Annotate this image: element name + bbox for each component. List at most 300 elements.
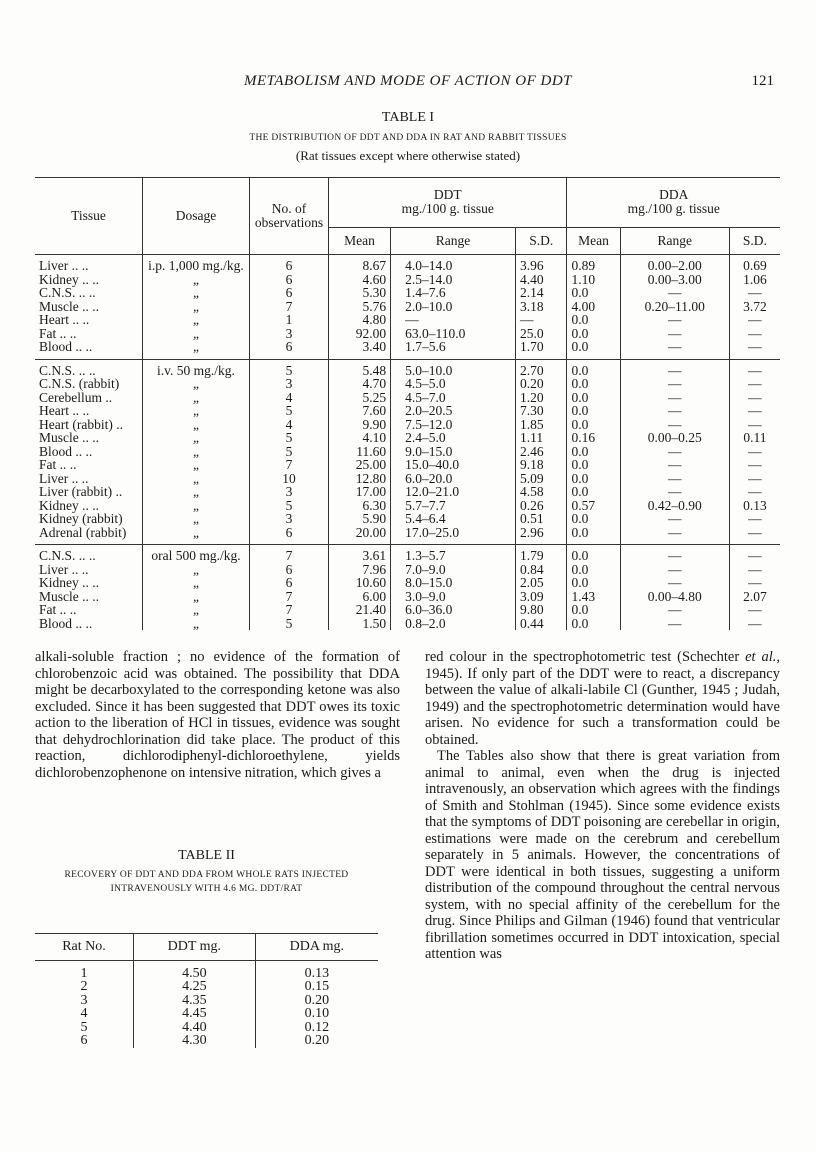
cell-dda-mean: 0.0 — [567, 603, 620, 617]
cell-dda-sd: — — [729, 526, 780, 545]
cell-dda-range: — — [620, 563, 729, 577]
cell-dda-sd: — — [729, 545, 780, 563]
cell-dosage: oral 500 mg./kg. — [143, 545, 250, 563]
th-ddt — [329, 178, 567, 228]
table-row — [35, 1034, 378, 1048]
cell-ddt-range: 8.0–15.0 — [391, 576, 516, 590]
cell-rat-no: 2 — [80, 979, 88, 994]
cell-dda-sd: — — [729, 286, 780, 300]
cell-dosage: „ — [143, 590, 250, 604]
cell-obs: 4 — [250, 418, 329, 432]
cell-obs: 5 — [250, 431, 329, 445]
cell-ddt-sd: 0.84 — [516, 563, 567, 577]
table-row — [35, 576, 780, 590]
cell-ddt-mean: 25.00 — [329, 458, 391, 472]
cell-dda-mean: 1.10 — [567, 273, 620, 287]
cell-ddt-range: 3.0–9.0 — [391, 590, 516, 604]
cell-rat-no: 3 — [80, 992, 88, 1008]
cell-dda-sd: 2.07 — [729, 590, 780, 604]
cell-dosage: „ — [143, 340, 250, 359]
cell-dda-range: — — [620, 391, 729, 405]
cell-dda-mean: 0.0 — [567, 327, 620, 341]
cell-obs: 6 — [250, 286, 329, 300]
cell-dda-mg: 0.20 — [255, 1034, 378, 1048]
cell-dda-sd: — — [729, 377, 780, 391]
cell-tissue: Heart .. .. — [39, 403, 90, 418]
table-row — [35, 300, 780, 314]
dda-label: DDA — [659, 187, 689, 203]
cell-tissue: Liver .. .. — [39, 258, 89, 273]
th-dda-mg: DDA mg. — [255, 934, 378, 961]
cell-ddt-sd: 1.11 — [516, 431, 567, 445]
cell-ddt-range: 0.8–2.0 — [391, 617, 516, 631]
table-row — [35, 590, 780, 604]
cell-tissue: Cerebellum .. — [39, 389, 113, 405]
cell-obs: 5 — [250, 499, 329, 513]
table-row — [35, 377, 780, 391]
table-row — [35, 255, 780, 273]
cell-dda-sd: 3.72 — [729, 300, 780, 314]
cell-dosage: „ — [143, 391, 250, 405]
cell-dda-sd: — — [729, 391, 780, 405]
right-paragraph-1 — [425, 649, 780, 748]
th-dda — [567, 178, 780, 228]
cell-ddt-range: 5.0–10.0 — [391, 359, 516, 377]
cell-dda-sd: 0.11 — [729, 431, 780, 445]
cell-dda-range: — — [620, 404, 729, 418]
cell-ddt-mean: 21.40 — [329, 603, 391, 617]
cell-ddt-sd: 4.58 — [516, 485, 567, 499]
cell-ddt-mean: 1.50 — [329, 617, 391, 631]
th-ddt-range: Range — [391, 227, 516, 254]
cell-ddt-sd: 0.26 — [516, 499, 567, 513]
cell-tissue: C.N.S. .. .. — [39, 548, 96, 563]
table-row — [35, 1007, 378, 1021]
cell-tissue: Kidney (rabbit) — [39, 511, 123, 526]
cell-tissue: Fat .. .. — [39, 602, 77, 617]
cell-dosage: i.v. 50 mg./kg. — [143, 359, 250, 377]
cell-ddt-sd: 0.44 — [516, 617, 567, 631]
cell-obs: 6 — [250, 340, 329, 359]
cell-dda-mean: 0.0 — [567, 545, 620, 563]
cell-obs: 7 — [250, 545, 329, 563]
cell-rat-no: 6 — [80, 1033, 88, 1048]
cell-ddt-mean: 3.61 — [329, 545, 391, 563]
cell-dda-sd: 0.13 — [729, 499, 780, 513]
cell-dda-sd: — — [729, 576, 780, 590]
cell-dda-mean: 0.0 — [567, 404, 620, 418]
cell-ddt-mg: 4.50 — [133, 960, 255, 980]
cell-ddt-sd: 7.30 — [516, 404, 567, 418]
cell-ddt-range: 15.0–40.0 — [391, 458, 516, 472]
cell-ddt-mean: 7.96 — [329, 563, 391, 577]
cell-dda-range: — — [620, 512, 729, 526]
cell-ddt-range: 17.0–25.0 — [391, 526, 516, 545]
cell-ddt-mean: 5.90 — [329, 512, 391, 526]
cell-ddt-range: 12.0–21.0 — [391, 485, 516, 499]
cell-ddt-mean: 4.60 — [329, 273, 391, 287]
table2 — [35, 933, 378, 1048]
cell-tissue: Blood .. .. — [35, 340, 143, 359]
table-row — [35, 445, 780, 459]
cell-obs: 3 — [250, 485, 329, 499]
cell-dda-range: — — [620, 485, 729, 499]
cell-tissue: Fat .. .. — [39, 457, 77, 472]
cell-dda-mg: 0.10 — [255, 1007, 378, 1021]
table-row — [35, 313, 780, 327]
cell-dda-sd: — — [729, 485, 780, 499]
cell-dosage: „ — [143, 327, 250, 341]
cell-ddt-sd: 9.18 — [516, 458, 567, 472]
cell-ddt-sd: 1.79 — [516, 545, 567, 563]
cell-dda-range: — — [620, 526, 729, 545]
cell-dda-range: — — [620, 286, 729, 300]
th-dda-mean: Mean — [567, 227, 620, 254]
cell-dda-mg: 0.15 — [255, 980, 378, 994]
cell-dda-mean: 0.89 — [567, 255, 620, 273]
cell-dda-mean: 0.0 — [567, 445, 620, 459]
th-dosage: Dosage — [143, 178, 250, 255]
cell-dda-range: 0.00–0.25 — [620, 431, 729, 445]
cell-dda-sd: 1.06 — [729, 273, 780, 287]
cell-ddt-range: 9.0–15.0 — [391, 445, 516, 459]
cell-ddt-sd: 3.18 — [516, 300, 567, 314]
cell-ddt-range: 4.5–7.0 — [391, 391, 516, 405]
cell-ddt-mean: 9.90 — [329, 418, 391, 432]
table1-title: THE DISTRIBUTION OF DDT AND DDA IN RAT AND RABBIT TISSUES — [249, 133, 567, 143]
cell-dda-range: — — [620, 377, 729, 391]
cell-obs: 6 — [250, 273, 329, 287]
cell-tissue: C.N.S. .. .. — [39, 362, 96, 378]
cell-dda-range: — — [620, 327, 729, 341]
cell-ddt-range: 1.3–5.7 — [391, 545, 516, 563]
cell-dda-sd: — — [729, 603, 780, 617]
th-dda-range: Range — [620, 227, 729, 254]
th-obs: No. of observations — [250, 178, 329, 255]
table-row — [35, 499, 780, 513]
cell-dda-sd: — — [729, 617, 780, 631]
table-row — [35, 617, 780, 631]
cell-dda-mean: 0.0 — [567, 313, 620, 327]
cell-ddt-mean: 5.30 — [329, 286, 391, 300]
th-ddt-mg: DDT mg. — [133, 934, 255, 961]
table-row — [35, 472, 780, 486]
table1-label: TABLE I — [381, 110, 435, 125]
cell-ddt-mean: 4.80 — [329, 313, 391, 327]
cell-dda-sd: — — [729, 458, 780, 472]
cell-dda-sd: — — [729, 445, 780, 459]
cell-ddt-sd: 2.14 — [516, 286, 567, 300]
cell-dda-mean: 0.57 — [567, 499, 620, 513]
cell-dosage: „ — [143, 377, 250, 391]
cell-dosage: „ — [143, 485, 250, 499]
cell-tissue: Muscle .. .. — [39, 430, 99, 445]
cell-dda-range: — — [620, 445, 729, 459]
cell-dda-mean: 0.0 — [567, 340, 620, 359]
cell-dda-sd: — — [729, 327, 780, 341]
table-row — [35, 273, 780, 287]
cell-dda-range: 0.20–11.00 — [620, 300, 729, 314]
cell-dosage: „ — [143, 445, 250, 459]
right-column-text — [425, 649, 780, 963]
cell-tissue: Blood .. .. — [39, 443, 93, 459]
table1-subtitle: (Rat tissues except where otherwise stated) — [295, 148, 521, 163]
cell-dda-sd: 0.69 — [729, 255, 780, 273]
table-row — [35, 545, 780, 563]
cell-ddt-range: 1.7–5.6 — [391, 340, 516, 359]
cell-rat-no: 5 — [80, 1019, 88, 1035]
cell-tissue: Heart (rabbit) .. — [39, 416, 123, 432]
cell-ddt-mg: 4.40 — [133, 1021, 255, 1035]
ddt-label: DDT — [433, 187, 462, 203]
table-row — [35, 980, 378, 994]
cell-dda-range: — — [620, 359, 729, 377]
cell-dda-range: — — [620, 576, 729, 590]
cell-dda-sd: — — [729, 359, 780, 377]
cell-ddt-range: 4.0–14.0 — [391, 255, 516, 273]
cell-dda-range: — — [620, 617, 729, 631]
table-row — [35, 418, 780, 432]
cell-tissue: C.N.S. .. .. — [39, 285, 96, 300]
cell-tissue: Fat .. .. — [39, 325, 77, 341]
cell-ddt-mean: 4.10 — [329, 431, 391, 445]
cell-obs: 5 — [250, 404, 329, 418]
cell-ddt-mean: 92.00 — [329, 327, 391, 341]
table-row — [35, 485, 780, 499]
cell-ddt-mean: 7.60 — [329, 404, 391, 418]
cell-dosage: „ — [143, 458, 250, 472]
cell-obs: 7 — [250, 458, 329, 472]
table1 — [35, 177, 780, 630]
cell-ddt-sd: 25.0 — [516, 327, 567, 341]
cell-dosage: „ — [143, 313, 250, 327]
cell-dda-range: — — [620, 603, 729, 617]
table-row — [35, 404, 780, 418]
cell-dda-sd: — — [729, 404, 780, 418]
cell-obs: 3 — [250, 327, 329, 341]
cell-ddt-sd: 9.80 — [516, 603, 567, 617]
th-ddt-sd: S.D. — [516, 227, 567, 254]
cell-tissue: Kidney .. .. — [39, 497, 99, 513]
cell-dosage: „ — [143, 273, 250, 287]
cell-dosage: „ — [143, 286, 250, 300]
cell-tissue: C.N.S. (rabbit) — [39, 376, 120, 391]
cell-obs: 6 — [250, 526, 329, 545]
cell-rat-no: 4 — [80, 1006, 88, 1021]
cell-ddt-mean: 3.40 — [329, 340, 391, 359]
cell-dda-range: — — [620, 545, 729, 563]
cell-ddt-range: 5.4–6.4 — [391, 512, 516, 526]
table-row — [35, 526, 780, 545]
cell-obs: 7 — [250, 590, 329, 604]
right-paragraph-2: The Tables also show that there is great variation from animal to animal, even when the drug is injected intravenously, an observation which agrees with the findings of Smith and Stohlman (1945). Since some evidence exists that the symptoms of DDT poisoning are cerebellar in origin, estimations were made on the cerebrum and cerebellum separately in 5 animals. However, the concentrations of DDT were identical in both tissues, suggesting a uniform distribution of the compound throughout the central nervous system, with no special affinity of the cerebellum for the drug. Since Philips and Gilman (1946) found that ventricular fibrillation sometimes occurred in DDT intoxication, special attention was — [425, 748, 780, 962]
cell-dda-mean: 0.0 — [567, 391, 620, 405]
table-row — [35, 960, 378, 980]
cell-tissue: Muscle .. .. — [39, 298, 99, 314]
table-row — [35, 563, 780, 577]
cell-dosage: „ — [143, 526, 250, 545]
cell-ddt-range: 5.7–7.7 — [391, 499, 516, 513]
cell-ddt-mean: 8.67 — [329, 255, 391, 273]
table-row — [35, 1021, 378, 1035]
text-italic: et al. — [745, 649, 777, 665]
cell-ddt-mg: 4.30 — [133, 1034, 255, 1048]
cell-tissue: Blood .. .. — [39, 615, 93, 631]
cell-ddt-mean: 6.30 — [329, 499, 391, 513]
cell-dda-mean: 0.0 — [567, 617, 620, 631]
cell-ddt-range: 4.5–5.0 — [391, 377, 516, 391]
cell-dda-mean: 0.0 — [567, 472, 620, 486]
cell-ddt-sd: 2.05 — [516, 576, 567, 590]
cell-ddt-sd: 1.70 — [516, 340, 567, 359]
cell-ddt-sd: 3.96 — [516, 255, 567, 273]
cell-ddt-mean: 4.70 — [329, 377, 391, 391]
table-row — [35, 359, 780, 377]
cell-dda-range: 0.00–3.00 — [620, 273, 729, 287]
cell-ddt-range: 2.0–10.0 — [391, 300, 516, 314]
cell-dda-mean: 4.00 — [567, 300, 620, 314]
cell-obs: 6 — [250, 576, 329, 590]
th-tissue: Tissue — [71, 208, 106, 223]
cell-dda-range: — — [620, 472, 729, 486]
cell-dosage: „ — [143, 603, 250, 617]
cell-dda-mg: 0.20 — [255, 994, 378, 1008]
cell-obs: 3 — [250, 377, 329, 391]
cell-dda-mean: 0.0 — [567, 576, 620, 590]
cell-dda-mg: 0.13 — [255, 960, 378, 980]
cell-tissue: Muscle .. .. — [39, 588, 99, 604]
cell-ddt-sd: 2.70 — [516, 359, 567, 377]
cell-dda-mean: 1.43 — [567, 590, 620, 604]
cell-ddt-mean: 20.00 — [329, 526, 391, 545]
table-row — [35, 327, 780, 341]
cell-ddt-range: 63.0–110.0 — [391, 327, 516, 341]
cell-ddt-mean: 11.60 — [329, 445, 391, 459]
cell-dosage: „ — [143, 512, 250, 526]
cell-dda-sd: — — [729, 340, 780, 359]
cell-obs: 4 — [250, 391, 329, 405]
cell-dda-sd: — — [729, 472, 780, 486]
cell-ddt-sd: — — [516, 313, 567, 327]
th-dda-sd: S.D. — [729, 227, 780, 254]
cell-ddt-mean: 5.48 — [329, 359, 391, 377]
cell-obs: 10 — [250, 472, 329, 486]
cell-ddt-mg: 4.25 — [133, 980, 255, 994]
running-head: METABOLISM AND MODE OF ACTION OF DDT — [244, 73, 572, 89]
cell-ddt-mean: 17.00 — [329, 485, 391, 499]
cell-dda-mean: 0.0 — [567, 563, 620, 577]
cell-ddt-sd: 1.20 — [516, 391, 567, 405]
cell-dda-mean: 0.0 — [567, 512, 620, 526]
cell-obs: 7 — [250, 300, 329, 314]
cell-ddt-sd: 0.51 — [516, 512, 567, 526]
cell-dda-range: 0.00–2.00 — [620, 255, 729, 273]
th-ddt-mean: Mean — [329, 227, 391, 254]
cell-ddt-mean: 6.00 — [329, 590, 391, 604]
left-column-text: alkali-soluble fraction ; no evidence of the formation of chlorobenzoic acid was obtained. The possibility that DDA might be decarboxylated to the corresponding ketone was also excluded. Since it has been suggested that DDT owes its toxic action to the liberation of HCl in tissues, evidence was sought that dehydrochlorination did take place. The product of this reaction, dichlorodiphenyl-dichloroethylene, yields dichlorobenzophenone on intensive nitration, which gives a — [35, 649, 400, 781]
cell-ddt-mean: 12.80 — [329, 472, 391, 486]
table-row — [35, 286, 780, 300]
cell-ddt-range: — — [391, 313, 516, 327]
cell-ddt-sd: 5.09 — [516, 472, 567, 486]
cell-obs: 5 — [250, 359, 329, 377]
cell-ddt-mean: 5.76 — [329, 300, 391, 314]
cell-dda-mean: 0.0 — [567, 526, 620, 545]
cell-obs: 7 — [250, 603, 329, 617]
cell-dosage: „ — [143, 300, 250, 314]
cell-rat-no: 1 — [80, 965, 88, 981]
cell-ddt-sd: 2.96 — [516, 526, 567, 545]
cell-dda-mean: 0.0 — [567, 458, 620, 472]
cell-tissue: Kidney .. .. — [39, 271, 99, 287]
cell-dda-mean: 0.0 — [567, 377, 620, 391]
cell-dda-mg: 0.12 — [255, 1021, 378, 1035]
table-row — [35, 994, 378, 1008]
cell-dda-range: 0.42–0.90 — [620, 499, 729, 513]
cell-ddt-mean: 5.25 — [329, 391, 391, 405]
cell-ddt-range: 1.4–7.6 — [391, 286, 516, 300]
cell-dosage: „ — [143, 499, 250, 513]
cell-ddt-range: 7.0–9.0 — [391, 563, 516, 577]
cell-dosage: „ — [143, 576, 250, 590]
cell-dda-range: — — [620, 458, 729, 472]
cell-obs: 6 — [250, 563, 329, 577]
cell-dda-sd: — — [729, 512, 780, 526]
cell-obs: 3 — [250, 512, 329, 526]
cell-dosage: „ — [143, 404, 250, 418]
table-row — [35, 458, 780, 472]
cell-ddt-range: 2.5–14.0 — [391, 273, 516, 287]
cell-ddt-sd: 3.09 — [516, 590, 567, 604]
cell-tissue: Heart .. .. — [39, 312, 90, 327]
cell-dda-mean: 0.0 — [567, 485, 620, 499]
cell-obs: 6 — [250, 255, 329, 273]
cell-dda-sd: — — [729, 418, 780, 432]
cell-obs: 1 — [250, 313, 329, 327]
dda-unit: mg./100 g. tissue — [627, 201, 720, 217]
table-row — [35, 340, 780, 359]
cell-obs: 5 — [250, 617, 329, 631]
table-row — [35, 512, 780, 526]
table2-title: RECOVERY OF DDT AND DDA FROM WHOLE RATS INJECTED INTRAVENOUSLY WITH 4.6 MG. DDT/RAT — [64, 870, 349, 894]
cell-dda-range: 0.00–4.80 — [620, 590, 729, 604]
cell-dda-range: — — [620, 418, 729, 432]
cell-dosage: i.p. 1,000 mg./kg. — [143, 255, 250, 273]
cell-ddt-range: 2.0–20.5 — [391, 404, 516, 418]
cell-dda-range: — — [620, 313, 729, 327]
table-row — [35, 391, 780, 405]
cell-dosage: „ — [143, 472, 250, 486]
cell-dda-sd: — — [729, 313, 780, 327]
cell-ddt-mg: 4.35 — [133, 994, 255, 1008]
th-rat-no: Rat No. — [35, 934, 133, 961]
table2-label: TABLE II — [178, 848, 235, 863]
text: red colour in the spectrophotometric test (Schechter — [425, 649, 746, 665]
cell-ddt-sd: 0.20 — [516, 377, 567, 391]
cell-dda-range: — — [620, 340, 729, 359]
cell-ddt-range: 7.5–12.0 — [391, 418, 516, 432]
cell-dda-mean: 0.0 — [567, 359, 620, 377]
cell-ddt-range: 2.4–5.0 — [391, 431, 516, 445]
cell-ddt-range: 6.0–20.0 — [391, 472, 516, 486]
cell-ddt-sd: 1.85 — [516, 418, 567, 432]
cell-obs: 5 — [250, 445, 329, 459]
page-number: 121 — [751, 73, 774, 89]
cell-dda-mean: 0.16 — [567, 431, 620, 445]
text: , 1945). If only part of the DDT were to react, a discrepancy between the value of alkali-labile Cl (Gunther, 1945 ; Judah, 1949) and the spectrophotometric determination would have arisen. No evidence for such a transformation could be obtained. — [425, 649, 780, 748]
cell-tissue: Adrenal (rabbit) — [35, 526, 143, 545]
cell-ddt-sd: 4.40 — [516, 273, 567, 287]
